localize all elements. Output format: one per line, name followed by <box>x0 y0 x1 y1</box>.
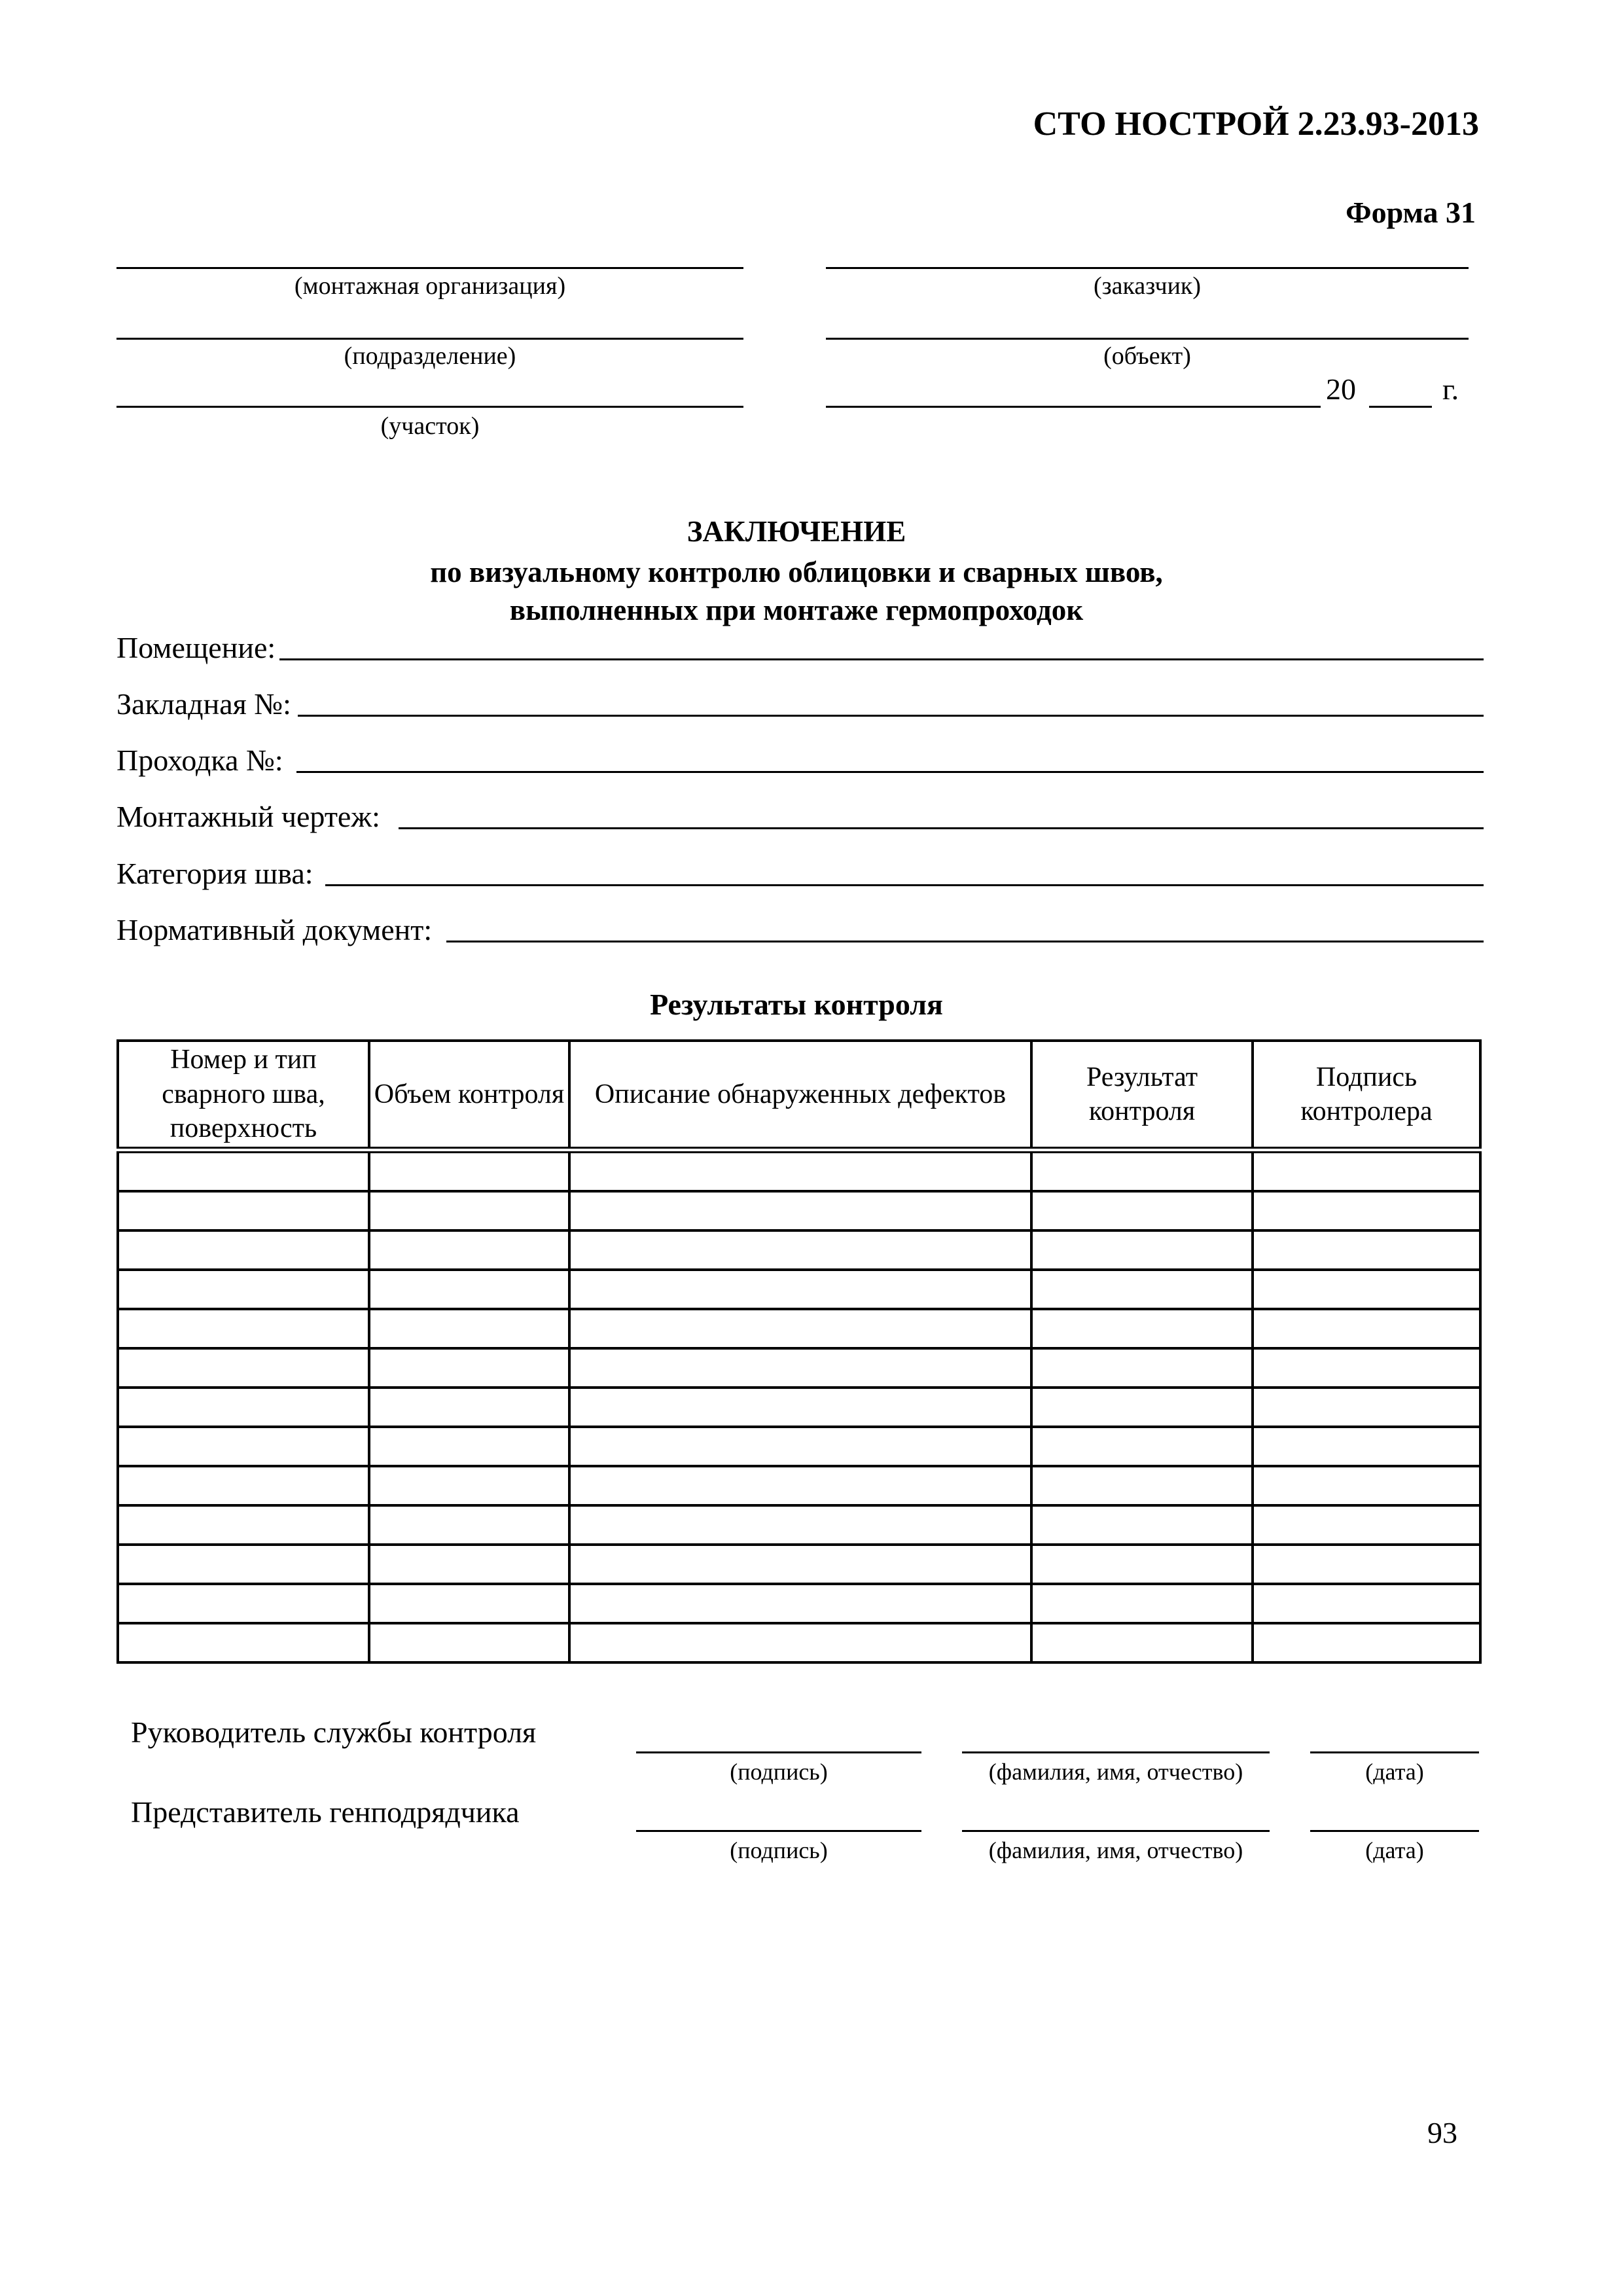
document-title: ЗАКЛЮЧЕНИЕ <box>687 515 906 548</box>
field-room-line[interactable] <box>279 658 1484 660</box>
field-drawing-label: Монтажный чертеж: <box>116 800 380 833</box>
table-cell[interactable] <box>118 1388 369 1427</box>
table-cell[interactable] <box>118 1466 369 1505</box>
table-cell[interactable] <box>369 1150 569 1191</box>
document-code: СТО НОСТРОЙ 2.23.93-2013 <box>1033 105 1479 143</box>
table-cell[interactable] <box>118 1623 369 1662</box>
date-year-suffix: г. <box>1442 372 1459 406</box>
table-cell[interactable] <box>1253 1230 1480 1270</box>
document-subtitle-line1: по визуальному контролю облицовки и сварных швов, <box>430 556 1163 588</box>
table-cell[interactable] <box>1031 1623 1253 1662</box>
field-embedded <box>116 681 1484 721</box>
date-year-line[interactable] <box>1369 406 1432 408</box>
col-controller-signature: Подпись контролера <box>1253 1041 1480 1150</box>
rep-signature-line[interactable] <box>636 1830 921 1832</box>
table-cell[interactable] <box>369 1348 569 1388</box>
table-cell[interactable] <box>369 1270 569 1309</box>
table-cell[interactable] <box>569 1388 1031 1427</box>
field-normative-doc-label: Нормативный документ: <box>116 913 433 946</box>
table-row <box>118 1191 1480 1230</box>
table-cell[interactable] <box>1031 1150 1253 1191</box>
table-row <box>118 1150 1480 1191</box>
table-cell[interactable] <box>1253 1150 1480 1191</box>
col-weld-number-type: Номер и тип сварного шва, поверхность <box>118 1041 369 1150</box>
field-penetration-label: Проходка №: <box>116 744 283 777</box>
table-cell[interactable] <box>1031 1388 1253 1427</box>
rep-name-caption: (фамилия, имя, отчество) <box>988 1837 1243 1863</box>
table-cell[interactable] <box>1031 1348 1253 1388</box>
field-room <box>116 625 1484 664</box>
document-subtitle-line2: выполненных при монтаже гермопроходок <box>509 594 1084 626</box>
table-cell[interactable] <box>1253 1545 1480 1584</box>
field-embedded-line[interactable] <box>298 715 1484 717</box>
field-weld-category-label: Категория шва: <box>116 857 313 890</box>
section-line[interactable] <box>116 406 743 408</box>
form-number: Форма 31 <box>1346 196 1476 229</box>
customer-caption: (заказчик) <box>1093 272 1202 300</box>
table-cell[interactable] <box>369 1545 569 1584</box>
table-cell[interactable] <box>569 1505 1031 1545</box>
table-cell[interactable] <box>369 1230 569 1270</box>
table-cell[interactable] <box>569 1230 1031 1270</box>
head-name-caption: (фамилия, имя, отчество) <box>988 1759 1243 1785</box>
object-line[interactable] <box>826 338 1469 340</box>
results-header-row <box>118 1041 1480 1150</box>
object-caption: (объект) <box>1103 342 1191 370</box>
table-cell[interactable] <box>1031 1270 1253 1309</box>
rep-date-line[interactable] <box>1310 1830 1479 1832</box>
head-signature-caption: (подпись) <box>730 1759 828 1785</box>
table-cell[interactable] <box>1253 1466 1480 1505</box>
table-cell[interactable] <box>569 1466 1031 1505</box>
table-cell[interactable] <box>118 1545 369 1584</box>
table-cell[interactable] <box>1031 1505 1253 1545</box>
subdivision-line[interactable] <box>116 338 743 340</box>
field-weld-category <box>116 851 1484 890</box>
table-row <box>118 1505 1480 1545</box>
head-of-control-role: Руководитель службы контроля <box>131 1715 537 1749</box>
table-cell[interactable] <box>118 1270 369 1309</box>
table-cell[interactable] <box>569 1623 1031 1662</box>
rep-date-caption: (дата) <box>1365 1837 1424 1863</box>
date-day-month-line[interactable] <box>826 406 1321 408</box>
table-cell[interactable] <box>369 1505 569 1545</box>
table-cell[interactable] <box>569 1270 1031 1309</box>
table-cell[interactable] <box>118 1230 369 1270</box>
table-cell[interactable] <box>1031 1584 1253 1623</box>
results-title: Результаты контроля <box>650 988 943 1021</box>
field-embedded-label: Закладная №: <box>116 687 291 721</box>
field-penetration <box>116 738 1484 777</box>
table-cell[interactable] <box>369 1309 569 1348</box>
page-number: 93 <box>1427 2116 1457 2149</box>
table-cell[interactable] <box>118 1191 369 1230</box>
table-cell[interactable] <box>369 1427 569 1466</box>
table-cell[interactable] <box>569 1150 1031 1191</box>
table-cell[interactable] <box>1031 1466 1253 1505</box>
head-signature-line[interactable] <box>636 1751 921 1753</box>
subdivision-caption: (подразделение) <box>344 342 516 370</box>
table-cell[interactable] <box>1253 1584 1480 1623</box>
table-cell[interactable] <box>1253 1505 1480 1545</box>
date-year-prefix: 20 <box>1326 372 1356 406</box>
table-cell[interactable] <box>1031 1230 1253 1270</box>
section-caption: (участок) <box>380 412 480 440</box>
general-contractor-role: Представитель генподрядчика <box>131 1795 520 1829</box>
table-cell[interactable] <box>569 1545 1031 1584</box>
table-row <box>118 1623 1480 1662</box>
col-control-result: Результат контроля <box>1031 1041 1253 1150</box>
rep-signature-caption: (подпись) <box>730 1837 828 1863</box>
table-cell[interactable] <box>1031 1191 1253 1230</box>
field-drawing <box>116 794 1484 833</box>
head-date-caption: (дата) <box>1365 1759 1424 1785</box>
table-cell[interactable] <box>569 1584 1031 1623</box>
table-cell[interactable] <box>1253 1623 1480 1662</box>
head-date-line[interactable] <box>1310 1751 1479 1753</box>
table-cell[interactable] <box>118 1150 369 1191</box>
col-defects-description: Описание обнаруженных дефектов <box>569 1041 1031 1150</box>
table-cell[interactable] <box>1253 1270 1480 1309</box>
table-row <box>118 1309 1480 1348</box>
table-cell[interactable] <box>118 1348 369 1388</box>
table-cell[interactable] <box>1031 1427 1253 1466</box>
field-room-label: Помещение: <box>116 631 276 664</box>
table-cell[interactable] <box>1031 1545 1253 1584</box>
table-row <box>118 1230 1480 1270</box>
table-cell[interactable] <box>369 1584 569 1623</box>
table-row <box>118 1584 1480 1623</box>
field-normative-doc <box>116 907 1484 946</box>
table-row <box>118 1388 1480 1427</box>
table-row <box>118 1545 1480 1584</box>
table-cell[interactable] <box>1031 1309 1253 1348</box>
table-cell[interactable] <box>118 1584 369 1623</box>
assembly-org-caption: (монтажная организация) <box>294 272 566 300</box>
table-cell[interactable] <box>369 1388 569 1427</box>
table-cell[interactable] <box>118 1309 369 1348</box>
field-drawing-line[interactable] <box>399 827 1484 829</box>
table-cell[interactable] <box>1253 1388 1480 1427</box>
table-cell[interactable] <box>369 1623 569 1662</box>
table-row <box>118 1427 1480 1466</box>
customer-line[interactable] <box>826 267 1469 269</box>
table-cell[interactable] <box>1253 1348 1480 1388</box>
table-cell[interactable] <box>118 1427 369 1466</box>
table-cell[interactable] <box>1253 1309 1480 1348</box>
table-cell[interactable] <box>569 1309 1031 1348</box>
field-penetration-line[interactable] <box>296 771 1484 773</box>
table-cell[interactable] <box>569 1191 1031 1230</box>
table-row <box>118 1348 1480 1388</box>
table-cell[interactable] <box>1253 1427 1480 1466</box>
table-row <box>118 1466 1480 1505</box>
col-control-volume: Объем контроля <box>369 1041 569 1150</box>
table-cell[interactable] <box>569 1348 1031 1388</box>
field-weld-category-line[interactable] <box>325 884 1484 886</box>
field-normative-doc-line[interactable] <box>446 941 1484 942</box>
table-cell[interactable] <box>118 1505 369 1545</box>
assembly-org-line[interactable] <box>116 267 743 269</box>
table-row <box>118 1270 1480 1309</box>
table-cell[interactable] <box>1253 1191 1480 1230</box>
results-body <box>118 1150 1480 1662</box>
results-table <box>116 1039 1482 1664</box>
rep-name-line[interactable] <box>962 1830 1270 1832</box>
head-name-line[interactable] <box>962 1751 1270 1753</box>
table-cell[interactable] <box>369 1466 569 1505</box>
table-cell[interactable] <box>369 1191 569 1230</box>
table-cell[interactable] <box>569 1427 1031 1466</box>
